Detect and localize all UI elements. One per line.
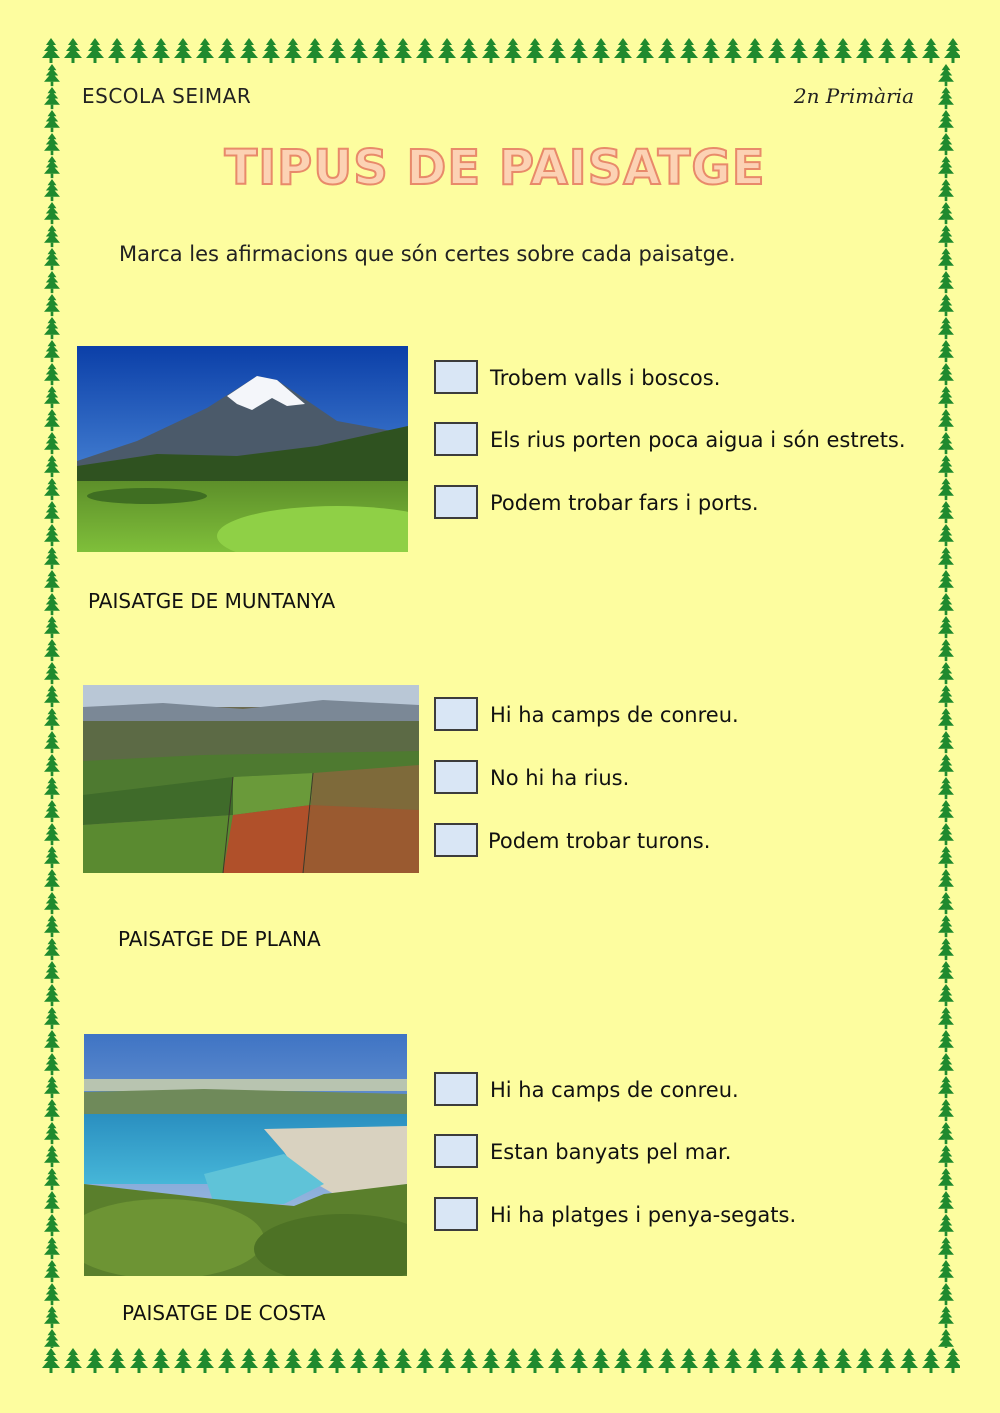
checkbox-costa-3[interactable] <box>434 1197 478 1231</box>
checkbox-muntanya-3[interactable] <box>434 485 478 519</box>
border-top <box>40 38 960 64</box>
checkbox-plana-2[interactable] <box>434 760 478 794</box>
checkbox-muntanya-1[interactable] <box>434 360 478 394</box>
section-caption: PAISATGE DE COSTA <box>122 1301 326 1325</box>
instruction-text: Marca les afirmacions que són certes sobre cada paisatge. <box>119 242 736 266</box>
statement-text: Podem trobar turons. <box>488 829 711 853</box>
grade-label: 2n Primària <box>793 84 914 108</box>
statement-text: Hi ha platges i penya-segats. <box>490 1203 797 1227</box>
border-right <box>934 64 960 1348</box>
checkbox-plana-1[interactable] <box>434 697 478 731</box>
school-name: ESCOLA SEIMAR <box>82 84 252 108</box>
statement-text: Trobem valls i boscos. <box>490 366 721 390</box>
plain-landscape-photo <box>83 685 419 873</box>
coast-landscape-photo <box>84 1034 407 1276</box>
checkbox-costa-1[interactable] <box>434 1072 478 1106</box>
section-caption: PAISATGE DE MUNTANYA <box>88 589 336 613</box>
statement-text: No hi ha rius. <box>490 766 630 790</box>
mountain-landscape-photo <box>77 346 408 552</box>
section-caption: PAISATGE DE PLANA <box>118 927 321 951</box>
statement-text: Hi ha camps de conreu. <box>490 1078 739 1102</box>
checkbox-plana-3[interactable] <box>434 823 478 857</box>
statement-text: Estan banyats pel mar. <box>490 1140 732 1164</box>
statement-text: Hi ha camps de conreu. <box>490 703 739 727</box>
checkbox-muntanya-2[interactable] <box>434 422 478 456</box>
border-bottom <box>40 1348 960 1374</box>
statement-text: Podem trobar fars i ports. <box>490 491 759 515</box>
border-left <box>40 64 66 1348</box>
page-title: TIPUS DE PAISATGE <box>224 140 766 196</box>
checkbox-costa-2[interactable] <box>434 1134 478 1168</box>
statement-text: Els rius porten poca aigua i són estrets. <box>490 428 906 452</box>
